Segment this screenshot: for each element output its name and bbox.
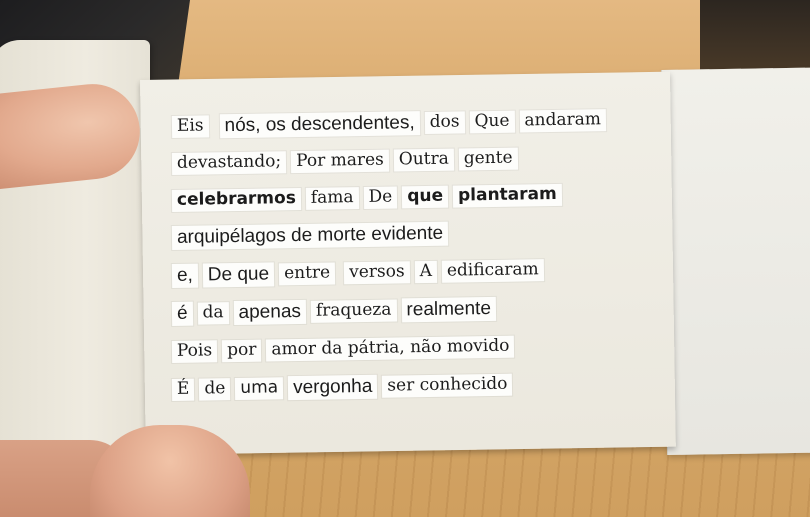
word-clipping: por <box>222 339 262 362</box>
word-clipping: De que <box>203 262 275 288</box>
word-clipping: uma <box>235 377 283 400</box>
word-clipping: Outra <box>394 148 454 171</box>
word-clipping: e, <box>172 263 198 288</box>
poem-line-8 <box>172 372 513 403</box>
word-clipping: Pois <box>172 340 218 363</box>
poem-line-6 <box>172 296 496 327</box>
word-clipping: fama <box>306 187 359 210</box>
word-clipping: arquipélagos de morte evidente <box>172 221 449 250</box>
word-clipping: da <box>197 302 228 325</box>
word-clipping: gente <box>459 147 518 170</box>
word-clipping: ser conhecido <box>382 373 512 398</box>
word-clipping: De <box>363 186 397 209</box>
word-clipping: plantaram <box>453 184 562 208</box>
word-clipping: edificaram <box>442 259 544 283</box>
word-clipping: realmente <box>401 296 496 322</box>
word-clipping: Por mares <box>291 149 389 173</box>
word-clipping: versos <box>344 261 410 285</box>
word-clipping: A <box>414 261 437 284</box>
word-clipping: É <box>172 378 195 401</box>
poem-line-2 <box>172 146 518 177</box>
word-clipping: que <box>402 185 448 208</box>
word-clipping: devastando; <box>172 151 287 175</box>
booklet-right-page <box>662 67 810 454</box>
word-clipping: vergonha <box>288 374 378 400</box>
word-clipping: dos <box>425 111 465 134</box>
word-clipping: andaram <box>519 109 606 133</box>
word-clipping: Eis <box>172 115 209 138</box>
word-clipping: fraqueza <box>311 299 397 323</box>
word-clipping: Que <box>469 110 514 133</box>
dark-object-top-right <box>700 0 810 75</box>
word-clipping: celebrarmos <box>172 188 301 213</box>
word-clipping: é <box>172 301 193 326</box>
poem-line-4 <box>172 221 449 251</box>
poem-line-7 <box>172 334 515 365</box>
word-clipping: nós, os descendentes, <box>219 111 420 139</box>
word-clipping: apenas <box>233 299 306 325</box>
word-clipping: amor da pátria, não movido <box>266 335 514 361</box>
word-clipping: entre <box>279 262 335 285</box>
word-clipping: de <box>199 378 230 401</box>
